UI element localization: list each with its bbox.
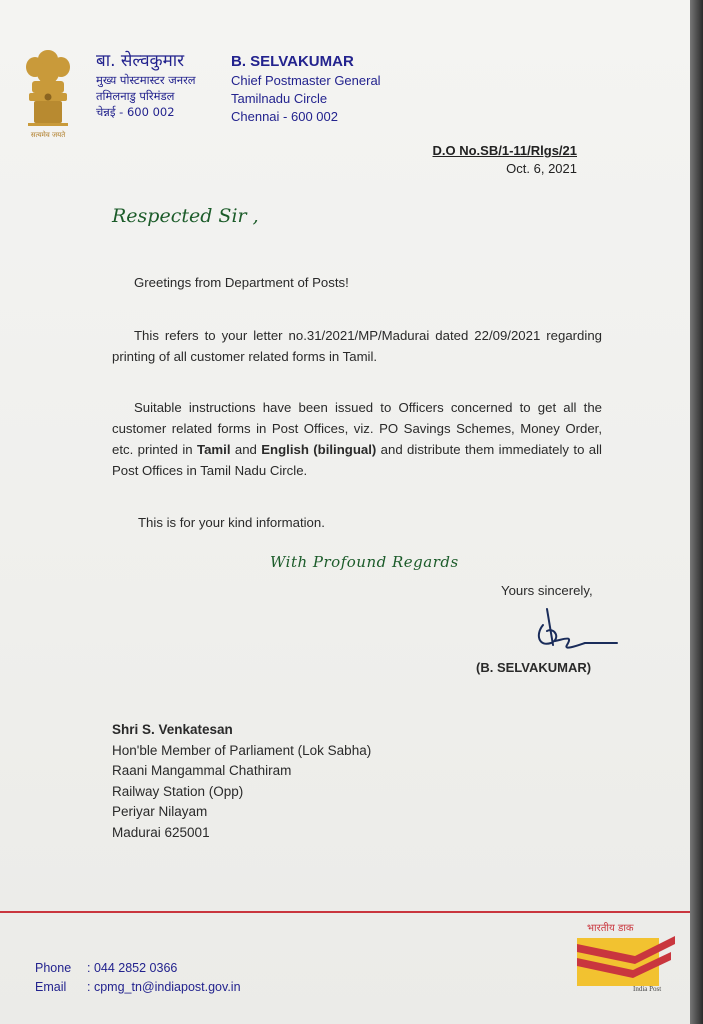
- recipient-line: Periyar Nilayam: [112, 804, 208, 819]
- email-address[interactable]: cpmg_tn@indiapost.gov.in: [93, 980, 241, 994]
- recipient-line: Raani Mangammal Chathiram: [112, 763, 292, 778]
- letterhead-english: [231, 52, 381, 126]
- recipient-name: Shri S. Venkatesan: [112, 722, 233, 737]
- reference-block: [433, 142, 578, 178]
- reference-number: D.O No.SB/1-11/Rlgs/21: [432, 143, 577, 158]
- letterhead-hindi: [96, 50, 196, 120]
- phone-label: Phone: [35, 961, 72, 975]
- hindi-designation: मुख्य पोस्टमास्टर जनरल: [96, 73, 196, 87]
- english-name: B. SELVAKUMAR: [231, 53, 354, 70]
- phone-row: Phone : 044 2852 0366: [35, 959, 241, 978]
- instructions-paragraph: [112, 397, 602, 481]
- hindi-name: बा. सेल्वकुमार: [96, 51, 185, 71]
- english-city: Chennai - 600 002: [231, 109, 338, 124]
- email-label: Email: [35, 980, 67, 994]
- letter-date: Oct. 6, 2021: [506, 161, 577, 176]
- footer-contact: [35, 959, 241, 997]
- reference-paragraph: This refers to your letter no.31/2021/MP/Madurai dated 22/09/2021 regarding printing of all customer related forms in Tamil.: [112, 328, 602, 364]
- hindi-circle: तमिलनाडु परिमंडल: [96, 89, 175, 103]
- english-designation: Chief Postmaster General: [231, 73, 381, 88]
- recipient-line: Madurai 625001: [112, 824, 210, 840]
- email-row: Email : cpmg_tn@indiapost.gov.in: [35, 978, 241, 997]
- handwritten-salutation: Respected Sir ,: [112, 205, 259, 227]
- handwritten-regards: With Profound Regards: [270, 553, 459, 571]
- recipient-line: Hon'ble Member of Parliament (Lok Sabha): [112, 742, 372, 758]
- english-bilingual-emphasis: English (bilingual): [261, 442, 377, 457]
- emblem-caption: सत्यमेव जयते: [30, 131, 66, 139]
- closing-paragraph: This is for your kind information.: [138, 515, 325, 530]
- instructions-and: and: [230, 442, 262, 457]
- recipient-address: [112, 720, 371, 843]
- instructions-text-end: and distribute them immediately to all Post Offices in Tamil Nadu Circle.: [112, 442, 602, 478]
- logo-english-text: India Post: [633, 985, 662, 993]
- india-post-envelope-icon: [575, 930, 675, 992]
- india-post-logo: [575, 920, 685, 1000]
- tamil-emphasis: Tamil: [197, 442, 231, 457]
- signature-icon: [525, 605, 625, 655]
- phone-number: 044 2852 0366: [93, 961, 178, 975]
- logo-hindi-text: भारतीय डाक: [587, 923, 634, 934]
- instructions-text-start: Suitable instructions have been issued to Officers concerned to get all the customer related forms in Post Offices, viz. PO Savings Schemes, Money Order, etc. printed in: [112, 400, 602, 457]
- state-emblem-icon: [20, 45, 76, 140]
- hindi-city: चेन्नई - 600 002: [96, 105, 175, 119]
- sign-off: Yours sincerely,: [501, 583, 593, 598]
- footer-divider: [0, 911, 690, 913]
- page-edge-shadow: [690, 0, 703, 1024]
- signatory-name: (B. SELVAKUMAR): [476, 660, 592, 675]
- english-circle: Tamilnadu Circle: [231, 91, 328, 106]
- greeting-paragraph: Greetings from Department of Posts!: [134, 275, 349, 290]
- recipient-line: Railway Station (Opp): [112, 783, 244, 799]
